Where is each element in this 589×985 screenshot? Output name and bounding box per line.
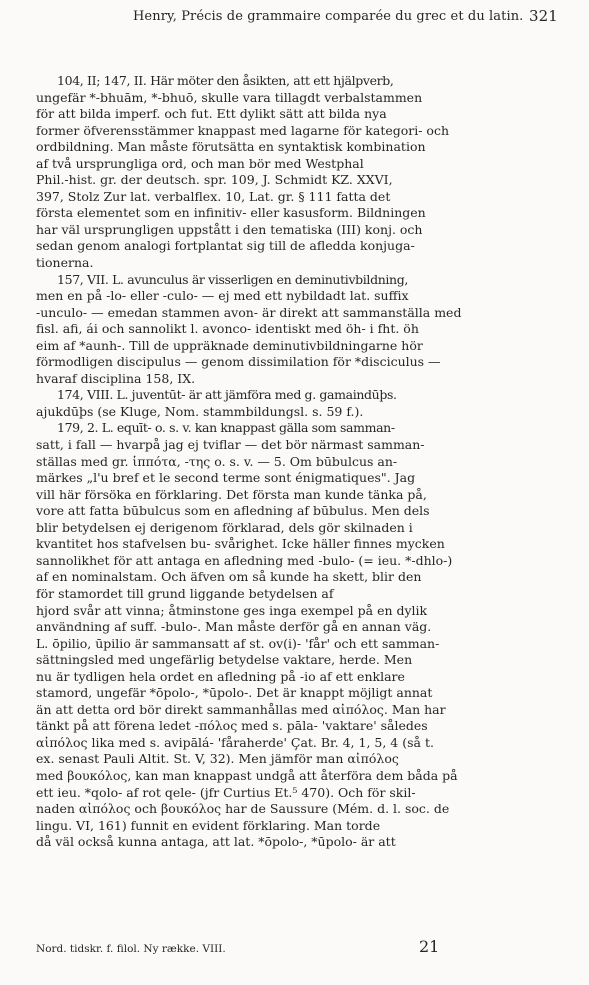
text-line: kvantitet hos stafvelsen bu- svårighet. Icke häller finnes mycken [36, 536, 445, 552]
text-line: 104, II; 147, II. Här möter den åsikten, att ett hjälpverb, [57, 73, 394, 88]
text-line: ställas med gr. ἱππότα, -της o. s. v. — 5. Om būbulcus an- [36, 453, 398, 469]
text-line: användning af suff. -bulo-. Man måste derför gå en annan väg. [36, 619, 432, 635]
text-line: hjord svår att vinna; åtminstone ges inga exempel på en dylik [36, 602, 428, 618]
journal-reference: Nord. tidskr. f. filol. Ny række. VIII. [36, 943, 226, 955]
text-line: blir betydelsen ej derigenom förklarad, dels gör skilnaden i [36, 519, 413, 535]
text-line: 157, VII. L. avunculus är visserligen en deminutivbildning, [57, 271, 409, 287]
text-line: för stamordet till grund liggande betydelsen af [36, 585, 334, 601]
text-line: har väl ursprungligen uppstått i den tematiska (III) konj. och [36, 221, 423, 237]
signature-mark: 21 [419, 937, 440, 956]
text-line: ajukdūþs (se Kluge, Nom. stammbildungsl. s. 59 f.). [36, 403, 364, 419]
paragraph [36, 73, 557, 272]
running-header [0, 4, 589, 26]
text-line: tionerna. [36, 255, 94, 271]
text-line: af en nominalstam. Och äfven om så kunde ha skett, blir den [36, 569, 422, 585]
text-line: naden αἰπόλος och βουκόλος har de Saussure (Mém. d. l. soc. de [36, 801, 450, 817]
text-line: vore att fatta būbulcus som en afledning af būbulus. Men dels [36, 503, 430, 519]
text-line: αἰπόλος lika med s. avipālá- 'fåraherde' Ç̣at. Br. 4, 1, 5, 4 (så t. [36, 734, 434, 750]
text-line: stamord, ungefär *ōpolo-, *ūpolo-. Det är knappt möjligt annat [36, 685, 433, 701]
text-line: vill här försöka en förklaring. Det första man kunde tänka på, [36, 486, 427, 502]
text-line: former öfverensstämmer knappast med lagarne för kategori- och [36, 122, 450, 138]
text-line: nu är tydligen hela ordet en afledning på -io af ett enklare [36, 668, 405, 684]
paragraph [36, 420, 557, 850]
text-line: ex. senast Pauli Altit. St. V, 32). Men jämför man αἰπόλος [36, 751, 399, 767]
text-line: Phil.-hist. gr. der deutsch. spr. 109, J. Schmidt KZ. XXVI, [36, 172, 393, 188]
text-line: eim af *aunh-. Till de uppräknade deminutivbildningarne hör [36, 337, 423, 353]
text-line: 174, VIII. L. juventūt- är att jämföra med g. gamaindūþs. [57, 387, 397, 403]
text-line: ungefär *-bhuām, *-bhuō, skulle vara tillagdt verbalstammen [36, 89, 423, 105]
text-line: märkes „l'u bref et le second terme sont énigmatiques". Jag [36, 470, 416, 486]
text-line: hvaraf disciplina 158, IX. [36, 370, 196, 386]
text-line: ett ieu. *qolo- af rot qele- (jfr Curtius Et.⁵ 470). Och för skil- [36, 784, 416, 800]
text-line: satt, i fall — hvarpå jag ej tviflar — det bör närmast samman- [36, 437, 425, 453]
text-line: af två ursprungliga ord, och man bör med Westphal [36, 155, 364, 171]
text-line: -unculo- — emedan stammen avon- är direkt att sammanställa med [36, 304, 462, 320]
text-line: 397, Stolz Zur lat. verbalflex. 10, Lat. gr. § 111 fatta det [36, 188, 391, 204]
text-line: än att detta ord bör direkt sammanhållas med αἰπόλος. Man har [36, 701, 446, 717]
text-line: lingu. VI, 161) funnit en evident förklaring. Man torde [36, 817, 381, 833]
text-line: tänkt på att förena ledet -πόλος med s. pāla- 'vaktare' således [36, 718, 428, 734]
text-line: då väl också kunna antaga, att lat. *ōpolo-, *ūpolo- är att [36, 834, 396, 850]
text-line: sättningsled med ungefärlig betydelse vaktare, herde. Men [36, 652, 413, 668]
text-line: fisl. afi, ái och sannolikt l. avonco- identiskt med öh- i fht. öh [36, 321, 419, 337]
text-line: sannolikhet för att antaga en afledning med -bulo- (= ieu. *-dhlo-) [36, 552, 453, 568]
text-line: med βουκόλος, kan man knappast undgå att återföra dem båda på [36, 767, 458, 783]
page-number: 321 [529, 7, 558, 25]
paragraph [36, 387, 557, 420]
body-text [36, 73, 557, 851]
text-line: för att bilda imperf. och fut. Ett dylikt sätt att bilda nya [36, 106, 387, 122]
text-line: första elementet som en infinitiv- eller kasusform. Bildningen [36, 205, 426, 221]
text-line: L. ōpilio, ūpilio är sammansatt af st. ov(i)- 'får' och ett samman- [36, 635, 440, 651]
text-line: förmodligen discipulus — genom dissimilation för *disciculus — [36, 354, 441, 370]
running-title: Henry, Précis de grammaire comparée du grec et du latin. [133, 9, 524, 24]
paragraph [36, 272, 557, 388]
text-line: ordbildning. Man måste förutsätta en syntaktisk kombination [36, 139, 426, 155]
text-line: 179, 2. L. equīt- o. s. v. kan knappast gälla som samman- [57, 420, 395, 436]
text-line: sedan genom analogi fortplantat sig till de afledda konjuga- [36, 238, 415, 254]
text-line: men en på -lo- eller -culo- — ej med ett nybildadt lat. suffix [36, 288, 409, 304]
